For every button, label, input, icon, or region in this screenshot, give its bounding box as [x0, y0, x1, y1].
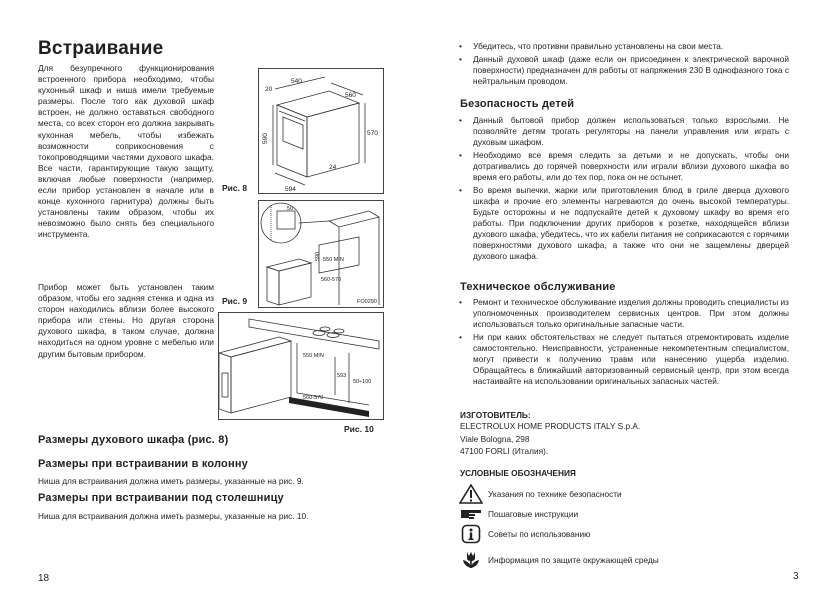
manufacturer-city: 47100 FORLI (Италия).: [460, 446, 549, 456]
dim-24: 24: [329, 164, 337, 171]
column-niche-drawing: [259, 201, 383, 307]
legend-label: Советы по использованию: [488, 529, 591, 539]
placement-paragraph: [38, 282, 214, 360]
installation-bullets: [457, 41, 789, 89]
figure-code: FO0290: [357, 299, 377, 305]
bullet-item: • Ни при каких обстоятельствах не следует пытаться отремонтировать изделие самостоятельно. Неисправности, устраненные некомпетентным специалистом, могут привести к получению травм или нанесению ущерба изделию. Обращайтесь в ближайший авторизованный сервисный центр, при этом всегда настаивайте на использовании оригинальных запасных частей.: [457, 332, 789, 387]
dim-20: 20: [265, 86, 273, 93]
maintenance-bullets: [457, 297, 789, 389]
figure-10-label: Рис. 10: [344, 424, 374, 434]
oven-dimensions-drawing: [259, 69, 383, 193]
bullet-item: • Убедитесь, что противни правильно установлены на свои места.: [457, 41, 789, 52]
child-safety-bullets: [457, 115, 789, 264]
dim-590: 590: [262, 133, 269, 144]
warning-triangle-icon: [458, 484, 484, 504]
undercounter-niche-drawing: [219, 313, 383, 419]
legend-label: Информация по защите окружающей среды: [488, 555, 659, 565]
manufacturer-title: ИЗГОТОВИТЕЛЬ:: [460, 410, 531, 420]
manufacturer-block: [460, 410, 640, 458]
undercounter-install-text: Ниша для встраивания должна иметь размеры, указанные на рис. 10.: [38, 511, 309, 521]
dim-550-min: 550 MIN: [323, 257, 344, 263]
tulip-icon: [458, 550, 484, 570]
bullet-item: • Во время выпечки, жарки или приготовления блюд в гриле дверца духового шкафа и прочие его элементы нагреваются до очень высокой температуры. Будьте осторожны и не подпускайте детей к духовому шкафу во время его работы. При подключении других приборов к розетке, находящейся вблизи духового шкафа, убедитесь, что их кабели питания не соприкасаются с горячими поверхностями духового шкафа, а также что они не защемлены дверцей духового шкафа.: [457, 185, 789, 262]
column-install-heading: Размеры при встраивании в колонну: [38, 458, 248, 470]
dim-560-570: 560-570: [321, 277, 342, 283]
page-number-right: 3: [793, 571, 799, 582]
legend-item-environment: [458, 550, 659, 570]
figure-10-undercounter-niche: [218, 312, 384, 420]
dim-50-100: 50÷100: [353, 379, 372, 385]
bullet-item: • Необходимо все время следить за детьми и не допускать, чтобы они дотрагивались до горячей поверхности или играли вблизи духового шкафа во время его работы, или до тех пор, пока он не остынет.: [457, 150, 789, 183]
intro-paragraph: [38, 63, 214, 243]
legend-item-safety: [458, 484, 659, 504]
figure-8-oven-dimensions: [258, 68, 384, 194]
legend-label: Указания по технике безопасности: [488, 489, 622, 499]
page-title: Встраивание: [38, 38, 164, 59]
legend-item-tips: [458, 524, 659, 544]
dim-50: 50: [287, 206, 294, 212]
intro-text: Для безупречного функционирования встроенного прибора необходимо, чтобы кухонный шкаф и ниша имели требуемые размеры. После того как духовой шкаф встроен, не должно оставаться свободного места, со всех сторон его должна закрывать кухонная мебель, чтобы избежать возможности соприкосновения с токопроводящими частями духового шкафа. Все части, гарантирующие такую защиту, включая любые поверхности (например, если прибор установлен в начале или в конце кухонного гарнитура) должны быть установлены таким образом, чтобы их невозможно было снять без специального инструмента.: [38, 63, 214, 240]
page-number-left: 18: [38, 573, 50, 584]
info-icon: [458, 524, 484, 544]
column-install-text: Ниша для встраивания должна иметь размеры, указанные на рис. 9.: [38, 476, 304, 486]
figure-8-label: Рис. 8: [222, 183, 248, 193]
symbol-legend: [458, 484, 659, 570]
dim-550-min-counter: 550 MIN: [303, 353, 324, 359]
legend-label: Пошаговые инструкции: [488, 509, 579, 519]
dim-560-570-counter: 560-570: [303, 395, 324, 401]
dim-570: 570: [367, 130, 378, 137]
dim-593: 593: [337, 373, 347, 379]
placement-text: Прибор может быть установлен таким образом, чтобы его задняя стенка и одна из сторон находились вблизи более высокого прибора или стены. Но другая сторона духового шкафа, в таком случае, должна находиться на одном уровне с мебелью или другим бытовым прибором.: [38, 282, 214, 359]
figure-9-label: Рис. 9: [222, 296, 248, 306]
bullet-item: • Данный бытовой прибор должен использоваться только взрослыми. Не позволяйте детям трогать регуляторы на панели управления или играть с духовым шкафом.: [457, 115, 789, 148]
maintenance-heading: Техническое обслуживание: [460, 281, 616, 293]
child-safety-heading: Безопасность детей: [460, 98, 575, 110]
dim-594: 594: [285, 186, 296, 193]
manufacturer-street: Viale Bologna, 298: [460, 433, 530, 444]
figure-9-column-niche: [258, 200, 384, 308]
bullet-item: • Ремонт и техническое обслуживание изделия должны проводить специалисты из уполномоченных производителем сервисных центров. При этом должны использоваться только оригинальные запасные части.: [457, 297, 789, 330]
legend-title: УСЛОВНЫЕ ОБОЗНАЧЕНИЯ: [460, 468, 576, 478]
oven-dimensions-heading: Размеры духового шкафа (рис. 8): [38, 434, 229, 446]
legend-item-steps: [458, 504, 659, 524]
dim-590-niche: 590: [315, 251, 321, 261]
dim-560: 560: [345, 92, 356, 99]
dim-540: 540: [291, 78, 302, 85]
bullet-item: • Данный духовой шкаф (даже если он присоединен к электрической варочной поверхности) предназначен для работы от напряжения 230 В однофазного тока с нейтральным проводом.: [457, 54, 789, 87]
manufacturer-company: ELECTROLUX HOME PRODUCTS ITALY S.p.A.: [460, 421, 641, 431]
pointing-hand-icon: [458, 504, 484, 524]
undercounter-install-heading: Размеры при встраивании под столешницу: [38, 492, 284, 504]
